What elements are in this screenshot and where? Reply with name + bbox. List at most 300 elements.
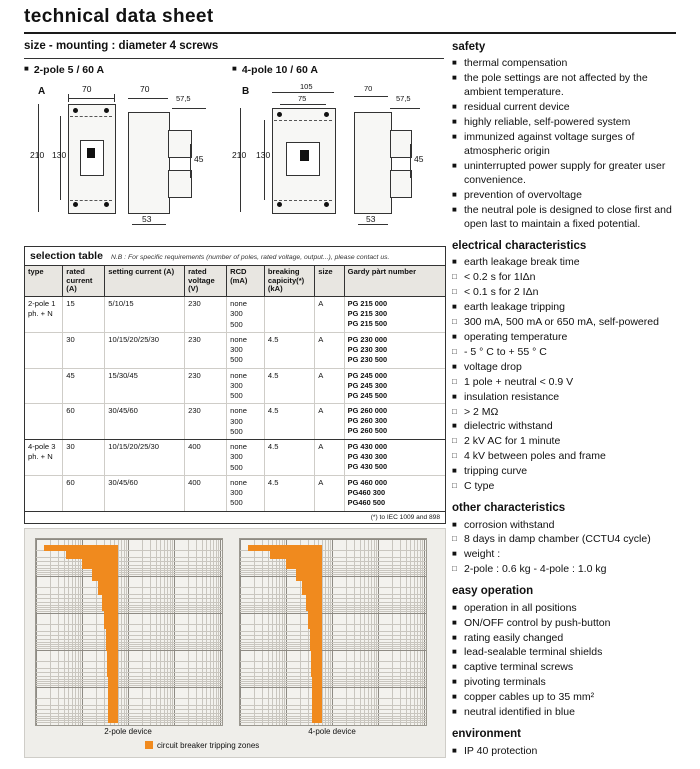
grid-line	[36, 672, 222, 673]
grid-line	[36, 594, 222, 595]
cell-rated-current: 45	[63, 368, 105, 404]
grid-line	[36, 716, 222, 717]
cell-part-number: PG 260 000 PG 260 300 PG 260 500	[344, 404, 445, 440]
dim-a-front-width: 70	[82, 84, 92, 94]
tripping-zone-band	[286, 559, 322, 569]
grid-line	[36, 642, 222, 643]
mounting-hole	[104, 108, 109, 113]
filled-square-icon: ■	[452, 602, 457, 612]
grid-line	[36, 683, 222, 684]
grid-line	[240, 568, 426, 569]
mounting-hole	[104, 202, 109, 207]
list-item	[452, 116, 684, 130]
filled-square-icon: ■	[452, 466, 457, 476]
filled-square-icon: ■	[452, 519, 457, 529]
tripping-zone-band	[98, 581, 118, 595]
table-header-row	[25, 266, 445, 297]
grid-line	[240, 587, 426, 588]
filled-square-icon: ■	[452, 132, 457, 142]
tripping-zone-band	[108, 677, 118, 707]
dim-b-side-depth: 57,5	[396, 94, 411, 103]
list-item	[452, 286, 684, 300]
cell-setting-current: 15/30/45	[105, 368, 185, 404]
dim-b-foot: 53	[366, 214, 376, 224]
grid-line	[36, 713, 222, 714]
tripping-zone-band	[108, 707, 118, 723]
dashed-line	[70, 200, 112, 201]
cell-part-number: PG 430 000 PG 430 300 PG 430 500	[344, 440, 445, 476]
cell-size: A	[315, 368, 344, 404]
device-window-a	[80, 140, 104, 176]
dim-line	[128, 98, 168, 99]
grid-line	[240, 722, 426, 723]
grid-line	[240, 716, 426, 717]
device-button-a	[87, 148, 95, 158]
device-side-step-a	[168, 130, 192, 158]
filled-square-icon: ■	[452, 102, 457, 112]
cell-rated-current: 30	[63, 440, 105, 476]
list-item	[452, 361, 684, 375]
list-item-label: 1 pole + neutral < 0.9 V	[464, 375, 574, 388]
device-side-step-c	[390, 130, 412, 158]
size-section-divider	[24, 58, 444, 59]
grid-line	[240, 635, 426, 636]
tripping-zone-band	[107, 651, 118, 677]
cell-rated-voltage: 230	[185, 332, 227, 368]
list-item	[452, 706, 684, 720]
grid-line	[36, 687, 222, 688]
dashed-line	[274, 200, 332, 201]
left-column	[24, 40, 444, 232]
open-square-icon: □	[452, 376, 457, 386]
cell-setting-current: 10/15/20/25/30	[105, 440, 185, 476]
section-heading: easy operation	[452, 585, 534, 598]
col-type: type	[25, 266, 63, 297]
grid-line	[36, 624, 222, 625]
tripping-zone-band	[306, 595, 322, 611]
grid-line	[36, 646, 222, 647]
cell-size: A	[315, 440, 344, 476]
grid-line	[36, 572, 222, 573]
filled-square-icon: ■	[452, 391, 457, 401]
list-item	[452, 548, 684, 562]
dim-line	[410, 144, 411, 178]
list-item	[452, 256, 684, 270]
cell-rcd: none 300 500	[227, 368, 265, 404]
grid-line	[36, 613, 222, 614]
cell-breaking-capacity: 4.5	[264, 332, 314, 368]
mounting-hole	[73, 108, 78, 113]
device-side-outline-a	[128, 112, 170, 214]
grid-line	[36, 720, 222, 721]
cell-rated-current: 15	[63, 297, 105, 333]
grid-line	[240, 713, 426, 714]
dim-line	[358, 224, 388, 225]
mounting-hole	[73, 202, 78, 207]
list-item-label: earth leakage break time	[464, 256, 580, 268]
open-square-icon: □	[452, 286, 457, 296]
cell-rcd: none 300 500	[227, 404, 265, 440]
cell-type	[25, 332, 63, 368]
list-item-label: tripping curve	[464, 465, 528, 478]
cell-setting-current: 10/15/20/25/30	[105, 332, 185, 368]
grid-line	[36, 709, 222, 710]
filled-square-icon: ■	[452, 692, 457, 702]
mounting-hole	[324, 112, 329, 117]
cell-type	[25, 404, 63, 440]
dim-line	[240, 108, 241, 212]
filled-square-icon: ■	[452, 617, 457, 627]
list-item	[452, 691, 684, 705]
dim-tick	[114, 94, 115, 102]
list-item-label: IP 40 protection	[464, 744, 538, 757]
list-item	[452, 57, 684, 71]
list-item-label: 2-pole : 0.6 kg - 4-pole : 1.0 kg	[464, 563, 607, 576]
col-size: size	[315, 266, 344, 297]
col-setting-current: setting current (A)	[105, 266, 185, 297]
section-heading: electrical characteristics	[452, 239, 587, 252]
cell-setting-current: 5/10/15	[105, 297, 185, 333]
grid-line	[240, 576, 426, 577]
filled-square-icon: ■	[452, 189, 457, 199]
dim-line	[390, 108, 420, 109]
dim-a-height-outer: 210	[30, 150, 45, 160]
grid-line	[36, 565, 222, 566]
device-side-outline-b	[354, 112, 392, 214]
mounting-hole	[277, 112, 282, 117]
cell-rated-voltage: 400	[185, 475, 227, 511]
list-item	[452, 406, 684, 420]
grid-line	[240, 557, 426, 558]
grid-line	[240, 683, 426, 684]
pole-variant-headers	[24, 64, 444, 76]
section-heading: environment	[452, 728, 522, 741]
filled-square-icon: ■	[452, 662, 457, 672]
section-list	[452, 602, 684, 721]
section-list	[452, 745, 684, 759]
cell-rated-current: 60	[63, 404, 105, 440]
cell-setting-current: 30/45/60	[105, 475, 185, 511]
list-item-label: weight :	[464, 548, 501, 561]
cell-rated-current: 60	[63, 475, 105, 511]
cell-size: A	[315, 475, 344, 511]
tripping-zone-band	[106, 629, 118, 651]
table-row	[25, 332, 445, 368]
col-breaking-capacity: breaking capicity(*) (kA)	[264, 266, 314, 297]
cell-part-number: PG 245 000 PG 245 300 PG 245 500	[344, 368, 445, 404]
grid-line	[240, 570, 426, 571]
grid-line	[240, 598, 426, 599]
list-item-label: immunized against voltage surges of atmospheric origin	[464, 131, 635, 157]
dim-a-foot: 53	[142, 214, 152, 224]
filled-square-icon: ■	[452, 647, 457, 657]
grid-line	[240, 613, 426, 614]
grid-line	[36, 639, 222, 640]
cell-rated-voltage: 230	[185, 404, 227, 440]
dim-line	[280, 104, 326, 105]
list-item-label: rating easily changed	[464, 631, 564, 644]
filled-square-icon: ■	[452, 301, 457, 311]
list-item	[452, 676, 684, 690]
list-item-label: insulation resistance	[464, 390, 560, 403]
dimension-drawings	[24, 82, 444, 232]
grid-line	[240, 705, 426, 706]
cell-type: 2-pole 1 ph. + N	[25, 297, 63, 333]
selection-table-note: N.B : For specific requirements (number of poles, rated voltage, output...), please contact us.	[110, 254, 390, 261]
cell-rated-voltage: 400	[185, 440, 227, 476]
list-item	[452, 602, 684, 616]
grid-line	[36, 718, 222, 719]
grid-line	[240, 668, 426, 669]
grid-line	[240, 607, 426, 608]
list-item	[452, 632, 684, 646]
list-item-label: < 0.2 s for 1IΔn	[464, 270, 536, 283]
grid-line	[36, 635, 222, 636]
dim-line	[190, 144, 191, 178]
pole-2-label: ■ 2-pole 5 / 60 A	[24, 64, 232, 76]
graph-legend	[145, 741, 259, 750]
list-item	[452, 101, 684, 115]
list-item	[452, 420, 684, 434]
legend-swatch-icon	[145, 741, 153, 749]
selection-table-grid	[25, 266, 445, 512]
pole-4-label: ■ 4-pole 10 / 60 A	[232, 64, 318, 76]
grid-line	[240, 605, 426, 606]
filled-square-icon: ■	[452, 331, 457, 341]
drawing-b-letter: B	[242, 86, 250, 97]
grid-line	[240, 561, 426, 562]
cell-rcd: none 300 500	[227, 475, 265, 511]
dim-a-notch: 45	[194, 154, 204, 164]
list-item-label: < 0.1 s for 2 IΔn	[464, 285, 539, 298]
grid-line	[36, 644, 222, 645]
filled-square-icon: ■	[452, 549, 457, 559]
tripping-zone-band	[66, 551, 118, 559]
section-heading: safety	[452, 41, 486, 53]
tripping-zone-band	[270, 551, 322, 559]
cell-part-number: PG 230 000 PG 230 300 PG 230 500	[344, 332, 445, 368]
graph-4-pole	[239, 538, 427, 726]
list-item	[452, 131, 684, 159]
table-row	[25, 440, 445, 476]
grid-line	[36, 607, 222, 608]
dim-line	[272, 92, 334, 93]
list-item	[452, 661, 684, 675]
tripping-zone-band	[92, 569, 118, 581]
grid-line	[36, 722, 222, 723]
open-square-icon: □	[452, 564, 457, 574]
grid-line	[240, 650, 426, 651]
cell-part-number: PG 460 000 PG460 300 PG460 500	[344, 475, 445, 511]
filled-square-icon: ■	[452, 632, 457, 642]
open-square-icon: □	[452, 271, 457, 281]
dim-line	[264, 120, 265, 200]
mounting-hole	[277, 202, 282, 207]
grid-line	[36, 676, 222, 677]
list-item	[452, 617, 684, 631]
cell-rated-current: 30	[63, 332, 105, 368]
list-item-label: operating temperature	[464, 330, 568, 343]
grid-line	[240, 594, 426, 595]
filled-square-icon: ■	[452, 707, 457, 717]
list-item-label: neutral identified in blue	[464, 706, 575, 719]
grid-line	[240, 718, 426, 719]
cell-rcd: none 300 500	[227, 440, 265, 476]
graph-2-pole-caption: 2-pole device	[104, 727, 152, 736]
grid-line	[240, 572, 426, 573]
list-item-label: lead-sealable terminal shields	[464, 646, 603, 659]
grid-line	[240, 539, 426, 540]
grid-line	[240, 642, 426, 643]
list-item	[452, 160, 684, 188]
cell-setting-current: 30/45/60	[105, 404, 185, 440]
table-row	[25, 297, 445, 333]
grid-line	[36, 587, 222, 588]
list-item	[452, 480, 684, 494]
grid-line	[36, 609, 222, 610]
list-item	[452, 376, 684, 390]
grid-line	[240, 639, 426, 640]
list-item-label: 300 mA, 500 mA or 650 mA, self-powered	[464, 315, 659, 328]
list-item	[452, 204, 684, 232]
list-item-label: operation in all positions	[464, 601, 577, 614]
selection-table-footnote: (*) to IEC 1009 and 898	[370, 513, 440, 521]
filled-square-icon: ■	[452, 58, 457, 68]
filled-square-icon: ■	[452, 160, 457, 170]
list-item	[452, 519, 684, 533]
tripping-curve-graphs	[24, 528, 446, 758]
drawing-a-letter: A	[38, 86, 46, 97]
grid-line	[240, 661, 426, 662]
table-row	[25, 475, 445, 511]
grid-line	[36, 705, 222, 706]
cell-rcd: none 300 500	[227, 297, 265, 333]
grid-line	[36, 650, 222, 651]
tripping-zone-band	[296, 569, 322, 581]
grid-line	[36, 698, 222, 699]
list-item	[452, 271, 684, 285]
filled-square-icon: ■	[452, 204, 457, 214]
size-section-title: size - mounting : diameter 4 screws	[24, 40, 219, 52]
col-part-number: Gardy pàrt number	[344, 266, 445, 297]
list-item	[452, 435, 684, 449]
list-item-label: 8 days in damp chamber (CCTU4 cycle)	[464, 533, 651, 546]
dim-b-height-outer: 210	[232, 150, 247, 160]
list-item	[452, 316, 684, 330]
device-side-step-d	[390, 170, 412, 198]
legend-label: circuit breaker tripping zones	[157, 741, 260, 750]
cell-part-number: PG 215 000 PG 215 300 PG 215 500	[344, 297, 445, 333]
dashed-line	[70, 116, 112, 117]
grid-line	[36, 576, 222, 577]
section-list	[452, 519, 684, 578]
list-item	[452, 563, 684, 577]
cell-size: A	[315, 297, 344, 333]
cell-rated-voltage: 230	[185, 297, 227, 333]
page-title: technical data sheet	[24, 6, 214, 27]
grid-line	[240, 720, 426, 721]
open-square-icon: □	[452, 534, 457, 544]
grid-line	[240, 565, 426, 566]
list-item-label: residual current device	[464, 101, 570, 114]
list-item-label: the neutral pole is designed to close first and open last to maintain a fixed potential.	[464, 203, 672, 230]
cell-rcd: none 300 500	[227, 332, 265, 368]
grid-line	[36, 605, 222, 606]
filled-square-icon: ■	[452, 73, 457, 83]
filled-square-icon: ■	[452, 117, 457, 127]
grid-line	[240, 602, 426, 603]
col-rcd: RCD (mA)	[227, 266, 265, 297]
grid-line	[36, 661, 222, 662]
tripping-zone-band	[312, 677, 322, 707]
cell-breaking-capacity: 4.5	[264, 440, 314, 476]
mounting-hole	[324, 202, 329, 207]
list-item-label: dielectric withstand	[464, 420, 553, 433]
list-item-label: prevention of overvoltage	[464, 188, 582, 201]
list-item-label: captive terminal screws	[464, 661, 574, 674]
grid-line	[36, 602, 222, 603]
dim-b-notch: 45	[414, 154, 424, 164]
section-heading: other characteristics	[452, 502, 566, 515]
grid-line	[240, 644, 426, 645]
grid-line	[240, 679, 426, 680]
selection-table	[24, 246, 446, 524]
grid-line	[36, 679, 222, 680]
cell-size: A	[315, 332, 344, 368]
list-item-label: C type	[464, 480, 495, 493]
filled-square-icon: ■	[452, 677, 457, 687]
dim-line	[354, 96, 388, 97]
grid-line	[240, 698, 426, 699]
dim-b-front-inner-width: 75	[298, 94, 307, 103]
list-item-label: ON/OFF control by push-button	[464, 616, 611, 629]
tripping-zone-band	[311, 651, 322, 677]
grid-line	[240, 709, 426, 710]
cell-breaking-capacity	[264, 297, 314, 333]
list-item-label: highly reliable, self-powered system	[464, 116, 631, 129]
dim-b-height-inner: 130	[256, 150, 271, 160]
list-item-label: copper cables up to 35 mm²	[464, 691, 595, 704]
list-item	[452, 465, 684, 479]
cell-rated-voltage: 230	[185, 368, 227, 404]
dim-a-height-inner: 130	[52, 150, 67, 160]
grid-line	[240, 646, 426, 647]
tripping-zone-band	[104, 611, 118, 629]
filled-square-icon: ■	[452, 257, 457, 266]
dim-b-side-width: 70	[364, 84, 373, 93]
list-item-label: thermal compensation	[464, 57, 568, 70]
grid-line	[36, 681, 222, 682]
dim-line	[68, 98, 114, 99]
table-row	[25, 404, 445, 440]
list-item-label: voltage drop	[464, 360, 522, 373]
table-row	[25, 368, 445, 404]
tripping-zone-band	[310, 629, 322, 651]
list-item-label: pivoting terminals	[464, 676, 546, 689]
grid-line	[36, 557, 222, 558]
filled-square-icon: ■	[452, 421, 457, 431]
list-item-label: uninterrupted power supply for greater user convenience.	[464, 159, 666, 186]
dim-b-front-width: 105	[300, 82, 313, 91]
dim-a-side-depth: 57,5	[176, 94, 191, 103]
dim-line	[172, 108, 206, 109]
list-item-label: earth leakage tripping	[464, 300, 565, 313]
section-list	[452, 256, 684, 494]
cell-breaking-capacity: 4.5	[264, 475, 314, 511]
list-item-label: 2 kV AC for 1 minute	[464, 435, 561, 448]
open-square-icon: □	[452, 451, 457, 461]
tripping-zone-band	[302, 581, 322, 595]
